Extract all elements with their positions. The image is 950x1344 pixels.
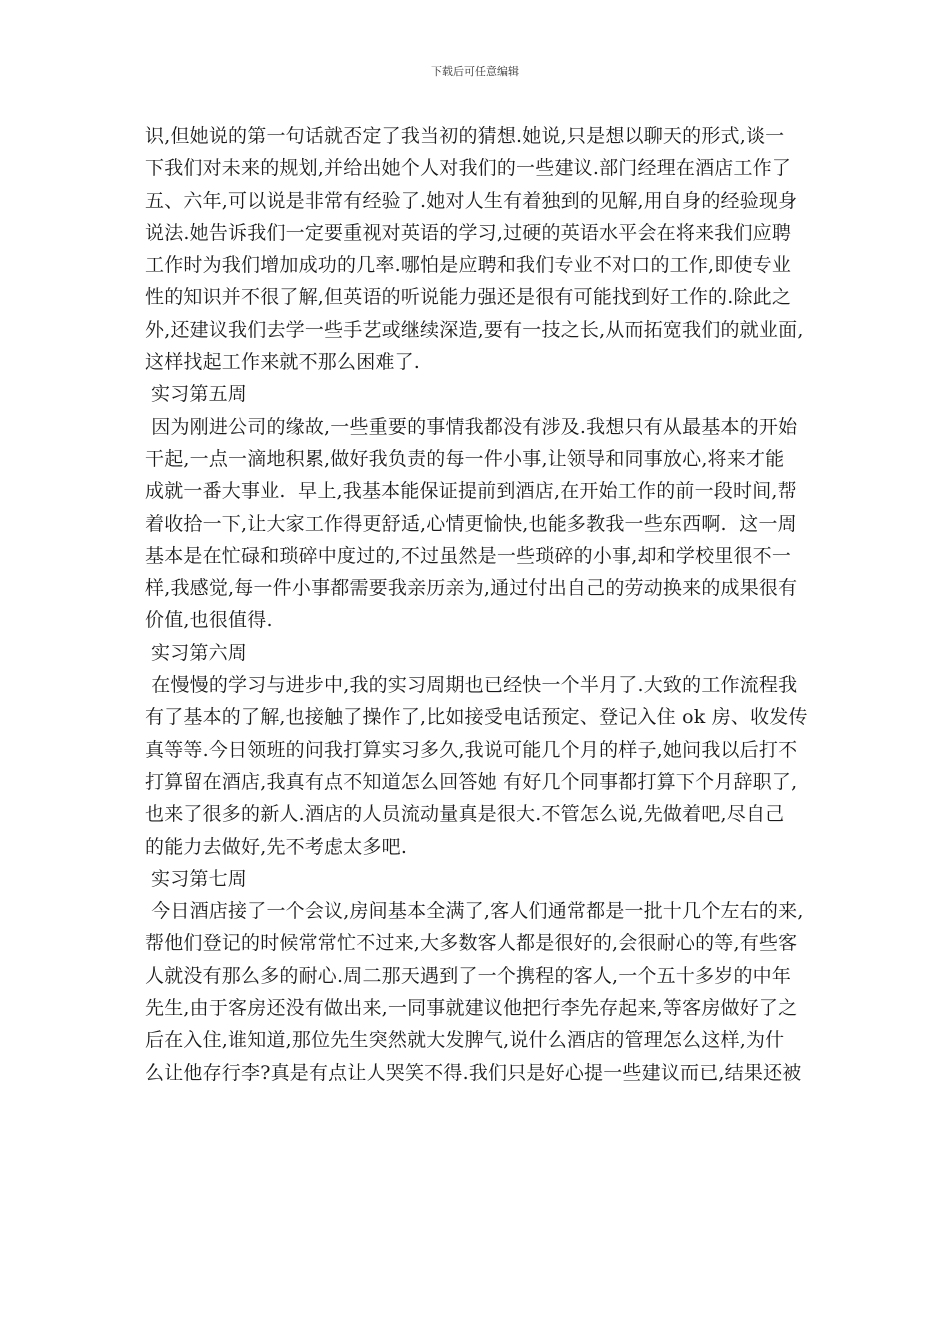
- body-text-line: 有了基本的了解,也接触了操作了,比如接受电话预定、登记入住 ok 房、收发传: [145, 706, 808, 729]
- body-text-line: 后在入住,谁知道,那位先生突然就大发脾气,说什么酒店的管理怎么这样,为什: [145, 1029, 785, 1052]
- body-text-line: 基本是在忙碌和琐碎中度过的,不过虽然是一些琐碎的小事,却和学校里很不一: [145, 544, 792, 567]
- body-text-line: 五、六年,可以说是非常有经验了.她对人生有着独到的见解,用自身的经验现身: [145, 189, 798, 212]
- body-text-line: 先生,由于客房还没有做出来,一同事就建议他把行李先存起来,等客房做好了之: [145, 997, 798, 1020]
- document-body: [145, 120, 815, 1089]
- body-text-line: 样,我感觉,每一件小事都需要我亲历亲为,通过付出自己的劳动换来的成果很有: [145, 577, 798, 600]
- body-text-line: 外,还建议我们去学一些手艺或继续深造,要有一技之长,从而拓宽我们的就业面,: [145, 318, 804, 341]
- body-text-line: 工作时为我们增加成功的几率.哪怕是应聘和我们专业不对口的工作,即使专业: [145, 254, 792, 277]
- body-text-line: 价值,也很值得.: [145, 609, 273, 632]
- body-text-line: 成就一番大事业. 早上,我基本能保证提前到酒店,在开始工作的前一段时间,帮: [145, 480, 797, 503]
- body-text-line: 性的知识并不很了解,但英语的听说能力强还是很有可能找到好工作的.除此之: [145, 286, 792, 309]
- body-text-line: 因为刚进公司的缘故,一些重要的事情我都没有涉及.我想只有从最基本的开始: [145, 415, 798, 438]
- body-text-line: 人就没有那么多的耐心.周二那天遇到了一个携程的客人,一个五十多岁的中年: [145, 964, 792, 987]
- body-text-line: 真等等.今日领班的问我打算实习多久,我说可能几个月的样子,她问我以后打不: [145, 738, 798, 761]
- page-header: 下载后可任意编辑: [431, 65, 519, 78]
- body-text-line: 打算留在酒店,我真有点不知道怎么回答她 有好几个同事都打算下个月辞职了,: [145, 770, 798, 793]
- body-text-line: 下我们对未来的规划,并给出她个人对我们的一些建议.部门经理在酒店工作了: [145, 157, 792, 180]
- body-text-line: 在慢慢的学习与进步中,我的实习周期也已经快一个半月了.大致的工作流程我: [145, 674, 798, 697]
- body-text-line: 么让他存行李?真是有点让人哭笑不得.我们只是好心提一些建议而已,结果还被: [145, 1061, 802, 1084]
- body-text-line: 说法.她告诉我们一定要重视对英语的学习,过硬的英语水平会在将来我们应聘: [145, 221, 792, 244]
- body-text-line: 干起,一点一滴地积累,做好我负责的每一件小事,让领导和同事放心,将来才能: [145, 447, 785, 470]
- section-heading: 实习第五周: [151, 383, 248, 406]
- body-text-line: 识,但她说的第一句话就否定了我当初的猜想.她说,只是想以聊天的形式,谈一: [145, 125, 785, 147]
- body-text-line: 今日酒店接了一个会议,房间基本全满了,客人们通常都是一批十几个左右的来,: [145, 900, 804, 923]
- body-text-line: 也来了很多的新人.酒店的人员流动量真是很大.不管怎么说,先做着吧,尽自己: [145, 803, 785, 826]
- section-heading: 实习第七周: [151, 867, 248, 890]
- body-text-line: 这样找起工作来就不那么困难了.: [145, 351, 421, 374]
- body-text-line: 帮他们登记的时候常常忙不过来,大多数客人都是很好的,会很耐心的等,有些客: [145, 932, 798, 955]
- section-heading: 实习第六周: [151, 641, 248, 664]
- body-text-line: 着收拾一下,让大家工作得更舒适,心情更愉快,也能多教我一些东西啊. 这一周: [145, 512, 797, 535]
- body-text-line: 的能力去做好,先不考虑太多吧.: [145, 835, 408, 858]
